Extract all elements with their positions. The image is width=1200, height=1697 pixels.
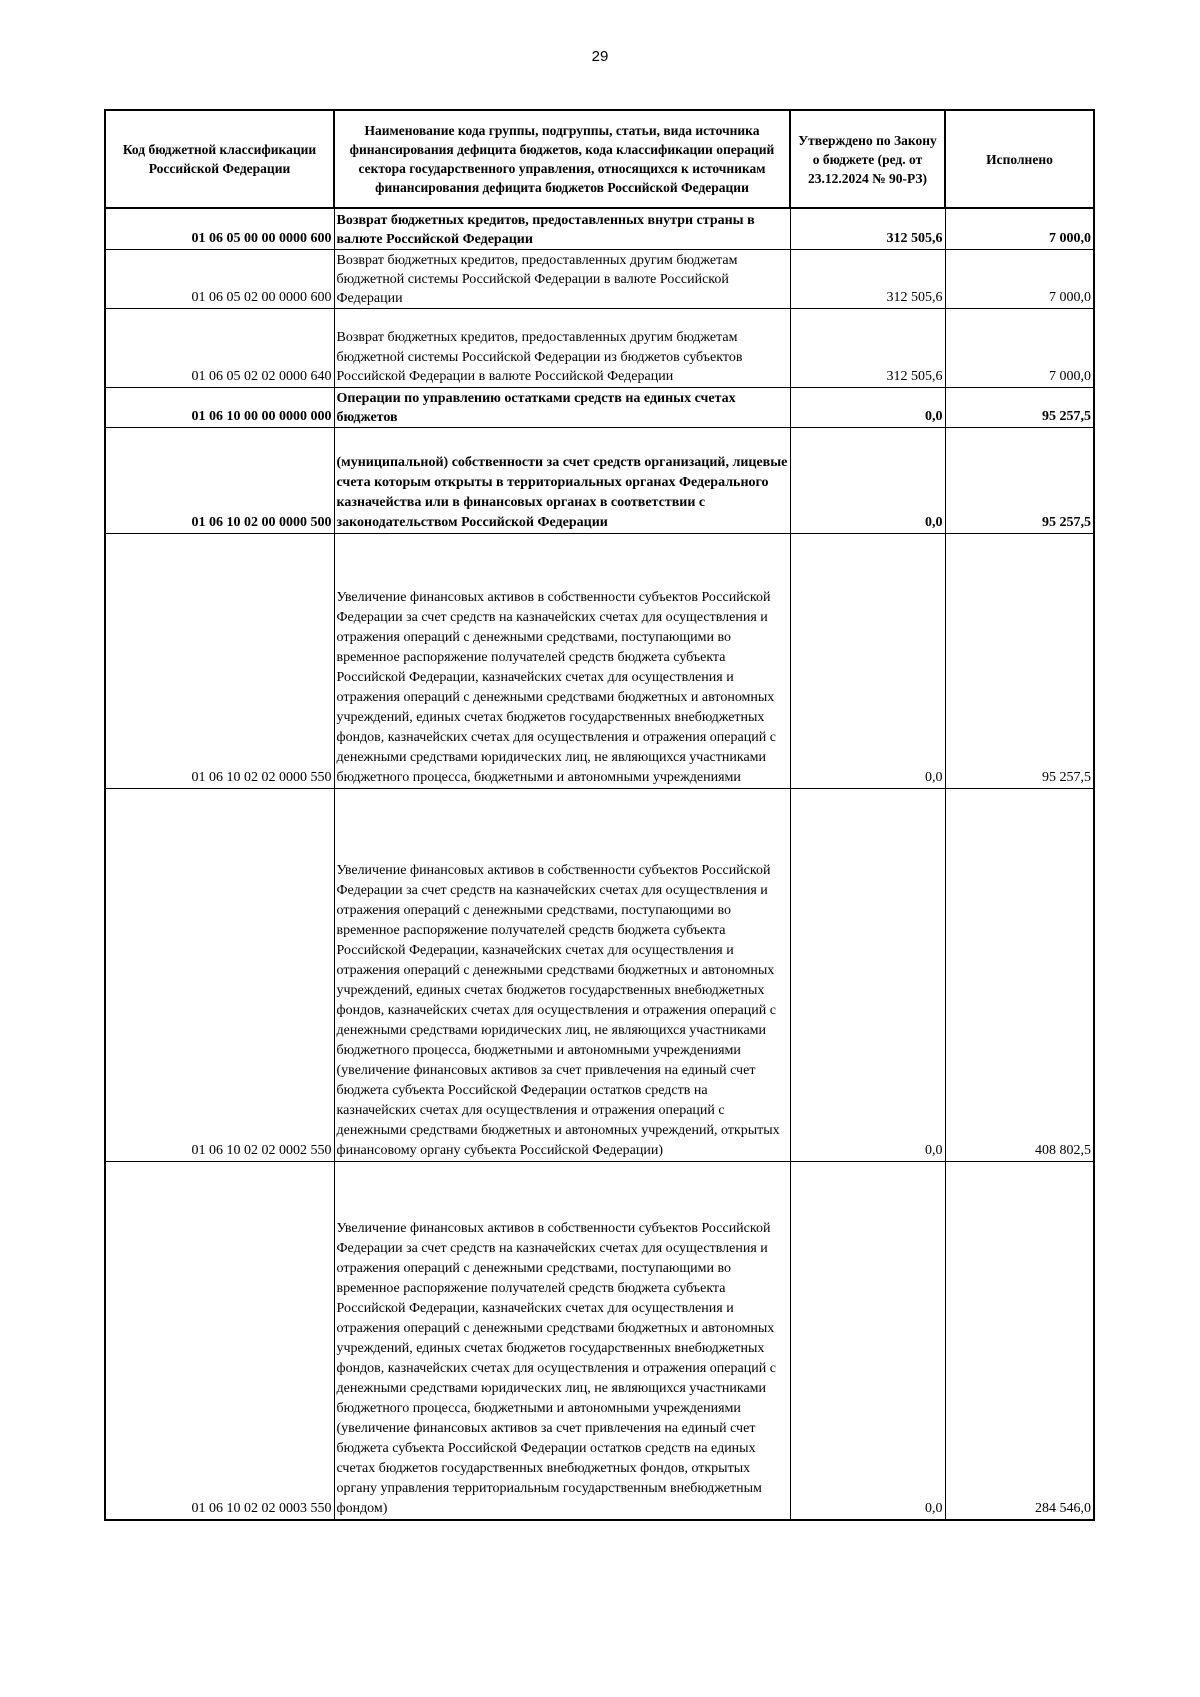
row-code: 01 06 05 02 02 0000 640 bbox=[105, 308, 334, 387]
table-row bbox=[105, 427, 1094, 533]
row-executed: 7 000,0 bbox=[945, 208, 1094, 249]
table-header-row bbox=[105, 110, 1094, 208]
row-code: 01 06 10 02 02 0000 550 bbox=[105, 533, 334, 788]
row-name: (муниципальной) собственности за счет средств организаций, лицевые счета которым открыты в территориальных органах Федерального казначейства или в финансовых органах в соответствии с законодательством Российской Федерации bbox=[334, 427, 790, 533]
row-code: 01 06 05 02 00 0000 600 bbox=[105, 249, 334, 308]
row-code: 01 06 10 02 02 0002 550 bbox=[105, 788, 334, 1161]
table-row bbox=[105, 533, 1094, 788]
row-code: 01 06 10 02 00 0000 500 bbox=[105, 427, 334, 533]
header-approved: Утверждено по Закону о бюджете (ред. от 23.12.2024 № 90-РЗ) bbox=[790, 110, 945, 208]
row-approved: 0,0 bbox=[790, 788, 945, 1161]
row-name: Возврат бюджетных кредитов, предоставленных внутри страны в валюте Российской Федерации bbox=[334, 208, 790, 249]
row-approved: 312 505,6 bbox=[790, 308, 945, 387]
header-name: Наименование кода группы, подгруппы, статьи, вида источника финансирования дефицита бюджетов, кода классификации операций сектора государственного управления, относящихся к источникам финансирования дефицита бюджетов Российской Федерации bbox=[334, 110, 790, 208]
row-executed: 408 802,5 bbox=[945, 788, 1094, 1161]
row-code: 01 06 10 02 02 0003 550 bbox=[105, 1161, 334, 1520]
table-row bbox=[105, 788, 1094, 1161]
row-code: 01 06 05 00 00 0000 600 bbox=[105, 208, 334, 249]
row-executed: 284 546,0 bbox=[945, 1161, 1094, 1520]
row-code: 01 06 10 00 00 0000 000 bbox=[105, 387, 334, 427]
row-executed: 95 257,5 bbox=[945, 427, 1094, 533]
header-code: Код бюджетной классификации Российской Федерации bbox=[105, 110, 334, 208]
row-approved: 0,0 bbox=[790, 533, 945, 788]
row-name: Возврат бюджетных кредитов, предоставленных другим бюджетам бюджетной системы Российской Федерации в валюте Российской Федерации bbox=[334, 249, 790, 308]
row-approved: 312 505,6 bbox=[790, 208, 945, 249]
row-approved: 0,0 bbox=[790, 387, 945, 427]
table-row bbox=[105, 249, 1094, 308]
table-row bbox=[105, 308, 1094, 387]
row-executed: 95 257,5 bbox=[945, 387, 1094, 427]
row-approved: 0,0 bbox=[790, 427, 945, 533]
row-name: Увеличение финансовых активов в собственности субъектов Российской Федерации за счет средств на казначейских счетах для осуществления и отражения операций с денежными средствами, поступающими во временное распоряжение получателей средств бюджета субъекта Российской Федерации, казначейских счетах для осуществления и отражения операций с денежными средствами бюджетных и автономных учреждений, единых счетах бюджетов государственных внебюджетных фондов, казначейских счетах для осуществления и отражения операций с денежными средствами юридических лиц, не являющихся участниками бюджетного процесса, бюджетными и автономными учреждениями (увеличение финансовых активов за счет привлечения на единый счет бюджета субъекта Российской Федерации остатков средств на казначейских счетах для осуществления и отражения операций с денежными средствами бюджетных и автономных учреждений, открытых финансовому органу субъекта Российской Федерации) bbox=[334, 788, 790, 1161]
row-executed: 7 000,0 bbox=[945, 308, 1094, 387]
table-row bbox=[105, 208, 1094, 249]
row-name: Увеличение финансовых активов в собственности субъектов Российской Федерации за счет средств на казначейских счетах для осуществления и отражения операций с денежными средствами, поступающими во временное распоряжение получателей средств бюджета субъекта Российской Федерации, казначейских счетах для осуществления и отражения операций с денежными средствами бюджетных и автономных учреждений, единых счетах бюджетов государственных внебюджетных фондов, казначейских счетах для осуществления и отражения операций с денежными средствами юридических лиц, не являющихся участниками бюджетного процесса, бюджетными и автономными учреждениями bbox=[334, 533, 790, 788]
row-name: Увеличение финансовых активов в собственности субъектов Российской Федерации за счет средств на казначейских счетах для осуществления и отражения операций с денежными средствами, поступающими во временное распоряжение получателей средств бюджета субъекта Российской Федерации, казначейских счетах для осуществления и отражения операций с денежными средствами бюджетных и автономных учреждений, единых счетах бюджетов государственных внебюджетных фондов, казначейских счетах для осуществления и отражения операций с денежными средствами юридических лиц, не являющихся участниками бюджетного процесса, бюджетными и автономными учреждениями (увеличение финансовых активов за счет привлечения на единый счет бюджета субъекта Российской Федерации остатков средств на единых счетах бюджетов государственных внебюджетных фондов, открытых органу управления территориальным государственным внебюджетным фондом) bbox=[334, 1161, 790, 1520]
table-row bbox=[105, 1161, 1094, 1520]
row-approved: 312 505,6 bbox=[790, 249, 945, 308]
budget-sources-table bbox=[104, 109, 1095, 1521]
row-approved: 0,0 bbox=[790, 1161, 945, 1520]
row-executed: 95 257,5 bbox=[945, 533, 1094, 788]
row-executed: 7 000,0 bbox=[945, 249, 1094, 308]
table-row bbox=[105, 387, 1094, 427]
row-name: Возврат бюджетных кредитов, предоставленных другим бюджетам бюджетной системы Российской Федерации из бюджетов субъектов Российской Федерации в валюте Российской Федерации bbox=[334, 308, 790, 387]
row-name: Операции по управлению остатками средств на единых счетах бюджетов bbox=[334, 387, 790, 427]
page-number: 29 bbox=[591, 48, 609, 65]
header-executed: Исполнено bbox=[945, 110, 1094, 208]
